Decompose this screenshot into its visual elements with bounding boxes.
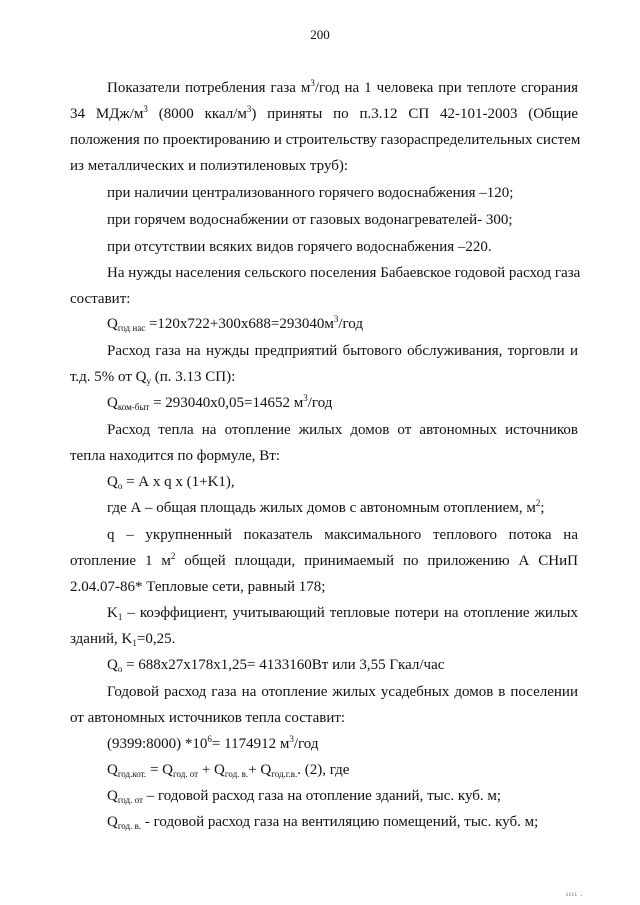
paragraph-line: q – укрупненный показатель максимального теплового потока на [107, 527, 578, 543]
list-item: при горячем водоснабжении от газовых водонагревателей- 300; [107, 212, 513, 228]
footer-mark: ıııı . [566, 890, 584, 898]
definition-area: где А – общая площадь жилых домов с автономным отоплением, $м^2$; [107, 498, 545, 516]
paragraph-line: Расход газа на нужды предприятий бытового обслуживания, торговли и [107, 343, 578, 359]
paragraph-line: от автономных источников тепла составит: [70, 710, 346, 726]
paragraph-line: составит: [70, 291, 131, 307]
paragraph-line: Годовой расход газа на отопление жилых усадебных домов в поселении [107, 684, 578, 700]
paragraph-line: 34 МДж/$м^3$ (8000 ккал/$м^3$) приняты по п.3.12 СП 42-101-2003 (Общие [70, 104, 579, 122]
paragraph-line: отопление 1 $м^2$ общей площади, принимаемый по приложению А СНиП [70, 551, 578, 569]
definition-ventilation: $Q_{год. в.}$ - годовой расход газа на вентиляцию помещений, тыс. куб. м; [107, 814, 539, 831]
definition-heating: $Q_{год. от}$ – годовой расход газа на отопление зданий, тыс. куб. м; [107, 788, 502, 805]
formula-services: $Q_{ком-быт} = 293040х0,05=14652$ $м^3$/год [107, 393, 333, 412]
paragraph-line: положения по проектированию и строительству газораспределительных систем [70, 132, 581, 148]
paragraph-line: Расход тепла на отопление жилых домов от автономных источников [107, 422, 578, 438]
formula-household: $Q_{год нас} =120х722+300х688=293040м^3/год$ [107, 314, 363, 333]
formula-boiler: $Q_{год.кот.} = Q_{год. от} + Q_{год. в.}+ Q_{год.г.в.}$. (2), где [107, 762, 350, 779]
paragraph-line: из металлических и полиэтиленовых труб): [70, 158, 349, 174]
paragraph-line: На нужды населения сельского поселения Бабаевское годовой расход газа [107, 265, 581, 281]
paragraph-line: 2.04.07-86* Тепловые сети, равный 178; [70, 579, 326, 595]
formula-heat-value: $Q_о = 688х27х178х1,25= 4133160Вт$ или 3,55 Гкал/час [107, 657, 445, 674]
list-item: при отсутствии всяких видов горячего водоснабжения –220. [107, 239, 492, 255]
paragraph-line: $K_1$ – коэффициент, учитывающий тепловые потери на отопление жилых [107, 605, 578, 622]
formula-annual: (9399:8000) $*10^6= 1174912$ $м^3$/год [107, 734, 319, 752]
list-item: при наличии централизованного горячего водоснабжения –120; [107, 185, 514, 201]
paragraph-line: Показатели потребления газа $м^3$/год на 1 человека при теплоте сгорания [107, 78, 579, 96]
paragraph-line: зданий, $K_1=0,25$. [70, 631, 176, 648]
page-number: 200 [310, 27, 330, 42]
paragraph-line: тепла находится по формуле, Вт: [70, 448, 280, 464]
paragraph-line: т.д. 5% от $Q_у$ (п. 3.13 СП): [70, 369, 236, 386]
formula-heat: $Q_о = А$ х q х (1+K1), [107, 474, 235, 491]
